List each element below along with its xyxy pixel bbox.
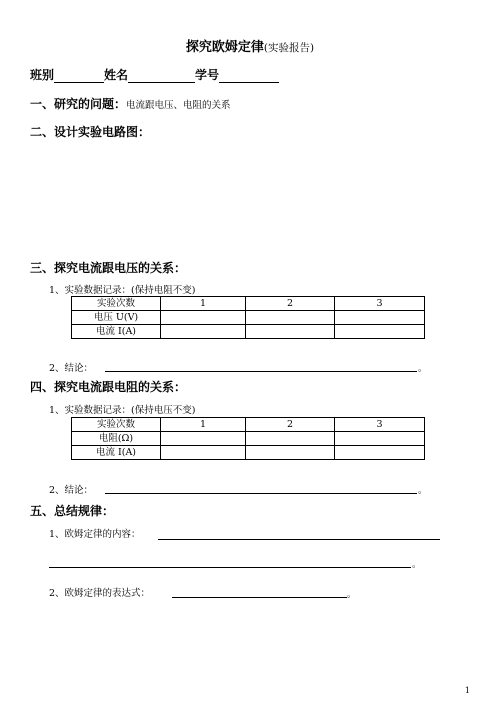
table-row <box>72 418 425 432</box>
section-3-heading: 三、探究电流跟电压的关系： <box>30 261 187 275</box>
data-cell[interactable] <box>161 325 246 339</box>
page-title: 探究欧姆定律(实验报告) <box>185 40 315 55</box>
table-header-cell: 1 <box>161 418 246 432</box>
row-label-current: 电流 I(A) <box>72 446 161 460</box>
table-header-cell: 2 <box>246 297 335 311</box>
section-4-heading: 四、探究电流跟电阻的关系： <box>30 380 187 394</box>
row-label-voltage: 电压 U(V) <box>72 311 161 325</box>
section-3-conclusion-field[interactable] <box>105 371 417 372</box>
table-header-cell: 实验次数 <box>72 297 161 311</box>
table-row <box>72 311 425 325</box>
data-cell[interactable] <box>246 432 335 446</box>
section-3-conclusion-label: 2、结论： <box>49 363 94 374</box>
voltage-data-table <box>71 296 425 339</box>
data-cell[interactable] <box>161 311 246 325</box>
data-cell[interactable] <box>246 325 335 339</box>
table-header-cell: 2 <box>246 418 335 432</box>
table-row <box>72 325 425 339</box>
row-label-resistance: 电阻(Ω) <box>72 432 161 446</box>
name-field[interactable] <box>128 69 195 83</box>
ohms-law-formula-field[interactable] <box>172 597 347 598</box>
data-cell[interactable] <box>246 311 335 325</box>
section-1-heading: 一、研究的问题：电流跟电压、电阻的关系 <box>30 97 231 111</box>
section-4-conclusion-field[interactable] <box>105 493 417 494</box>
table-header-cell: 3 <box>335 418 425 432</box>
data-cell[interactable] <box>335 446 425 460</box>
student-id-field[interactable] <box>219 69 279 83</box>
table-header-cell: 3 <box>335 297 425 311</box>
section-2-heading: 二、设计实验电路图： <box>30 125 151 139</box>
ohms-law-content-field[interactable] <box>158 539 440 540</box>
ohms-law-content-label: 1、欧姆定律的内容： <box>49 529 141 540</box>
class-field[interactable] <box>54 69 104 83</box>
data-cell[interactable] <box>161 446 246 460</box>
row-label-current: 电流 I(A) <box>72 325 161 339</box>
page-number: 1 <box>464 686 470 695</box>
period: 。 <box>418 486 428 496</box>
name-label: 姓名 <box>104 68 129 82</box>
data-cell[interactable] <box>335 311 425 325</box>
data-cell[interactable] <box>335 432 425 446</box>
table-row <box>72 432 425 446</box>
period: 。 <box>418 364 428 374</box>
section-4-record-label: 1、实验数据记录：(保持电压不变) <box>49 405 196 416</box>
class-label: 班别 <box>30 68 55 82</box>
ohms-law-content-field-2[interactable] <box>49 567 411 568</box>
section-3-record-label: 1、实验数据记录：(保持电阻不变) <box>49 285 196 296</box>
table-header-cell: 实验次数 <box>72 418 161 432</box>
table-row <box>72 446 425 460</box>
section-4-conclusion-label: 2、结论： <box>49 485 94 496</box>
section-5-heading: 五、总结规律： <box>30 504 115 518</box>
data-cell[interactable] <box>161 432 246 446</box>
period: 。 <box>347 590 357 600</box>
table-row <box>72 297 425 311</box>
data-cell[interactable] <box>246 446 335 460</box>
data-cell[interactable] <box>335 325 425 339</box>
table-header-cell: 1 <box>161 297 246 311</box>
student-info-row <box>30 66 279 83</box>
period: 。 <box>412 560 422 570</box>
ohms-law-formula-label: 2、欧姆定律的表达式： <box>49 588 151 599</box>
research-question-text: 电流跟电压、电阻的关系 <box>126 100 231 111</box>
id-label: 学号 <box>195 68 220 82</box>
resistance-data-table <box>71 417 425 460</box>
